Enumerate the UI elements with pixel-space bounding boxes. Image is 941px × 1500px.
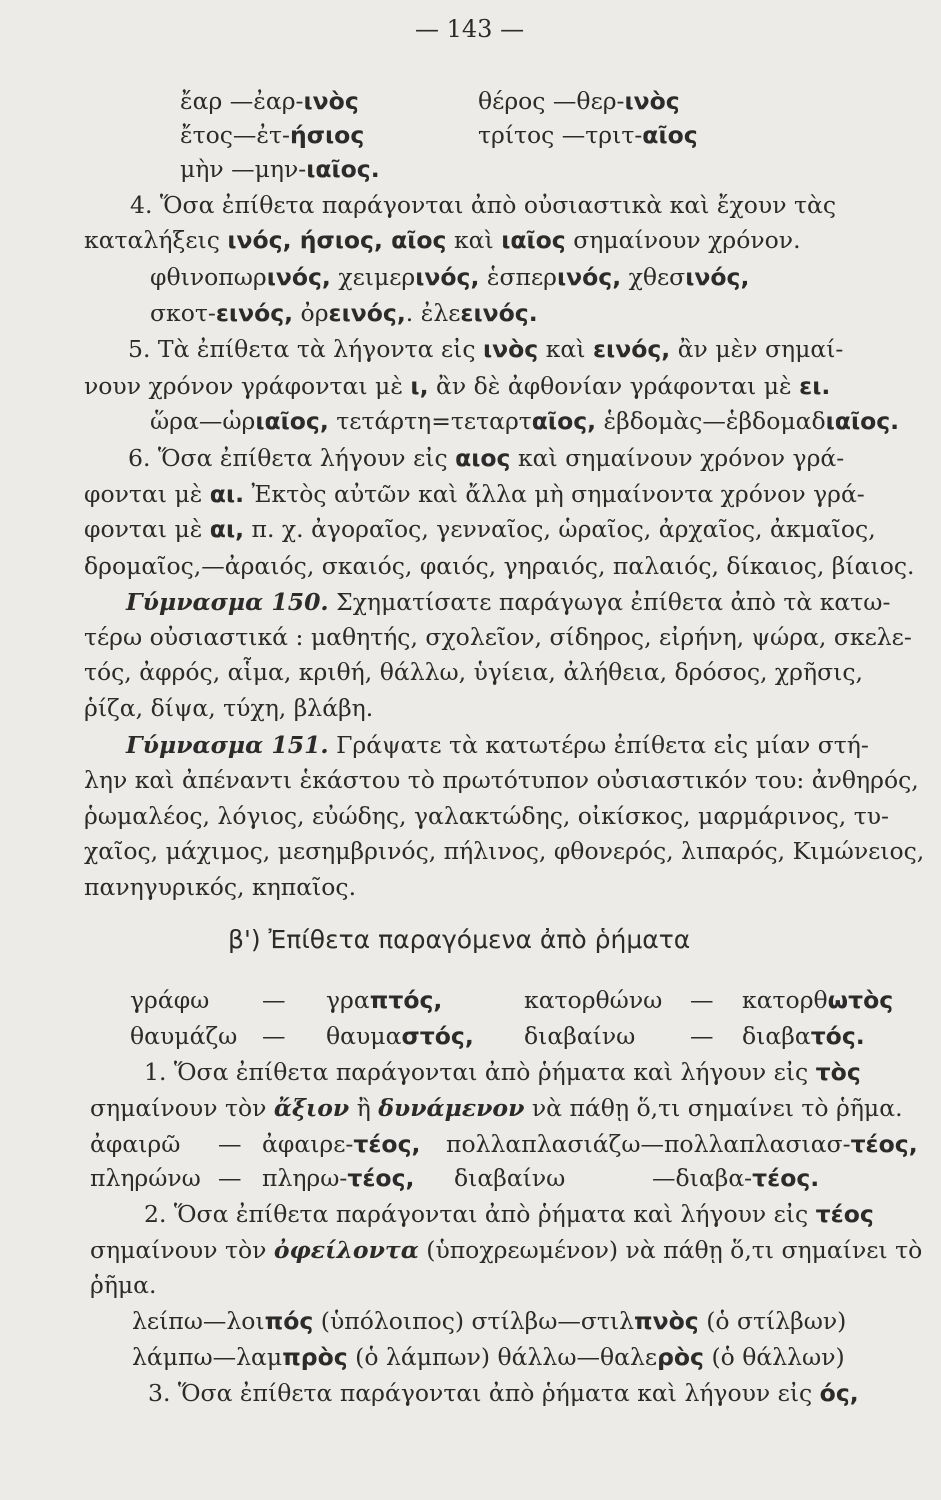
- text-line: ῥῆμα.: [90, 1271, 157, 1299]
- text-line: θαυμάζω: [130, 1022, 238, 1050]
- text-line: θέρος —θερ-ινὸς: [478, 87, 680, 115]
- text-line: 3. Ὅσα ἐπίθετα παράγονται ἀπὸ ῥήματα καὶ λήγουν εἰς ός,: [148, 1379, 859, 1407]
- text-line: —: [690, 1022, 714, 1050]
- text-line: φονται μὲ αι. Ἐκτὸς αὐτῶν καὶ ἄλλα μὴ σημαίνοντα χρόνον γρά-: [84, 480, 865, 508]
- text-line: λάμπω—λαμπρὸς (ὁ λάμπων) θάλλω—θαλερὸς (ὁ θάλλων): [132, 1343, 845, 1371]
- text-line: —: [218, 1130, 242, 1158]
- text-line: κατορθώνω: [524, 986, 663, 1014]
- text-line: ἀφαιρῶ: [90, 1130, 181, 1158]
- text-line: τέρω οὐσιαστικά : μαθητής, σχολεῖον, σίδηρος, εἰρήνη, ψώρα, σκελε-: [84, 623, 912, 651]
- text-line: πανηγυρικός, κηπαῖος.: [84, 873, 357, 901]
- text-line: διαβαίνω: [524, 1022, 636, 1050]
- text-line: Γύμνασμα 150. Σχηματίσατε παράγωγα ἐπίθετα ἀπὸ τὰ κατω-: [126, 588, 891, 616]
- text-line: πολλαπλασιάζω—πολλαπλασιασ-τέος,: [446, 1130, 918, 1158]
- exercise-label: Γύμνασμα 150.: [126, 588, 329, 616]
- text-line: λείπω—λοιπός (ὑπόλοιπος) στίλβω—στιλπνὸς (ὁ στίλβων): [132, 1307, 847, 1335]
- text-line: ῥίζα, δίψα, τύχη, βλάβη.: [84, 694, 374, 722]
- text-line: 5. Τὰ ἐπίθετα τὰ λήγοντα εἰς ινὸς καὶ εινός, ἂν μὲν σημαί-: [128, 335, 844, 363]
- text-line: κατορθωτὸς: [742, 986, 894, 1014]
- text-line: —: [218, 1164, 242, 1192]
- text-line: λην καὶ ἀπέναντι ἑκάστου τὸ πρωτότυπον οὐσιαστικόν του: ἀνθηρός,: [84, 766, 919, 794]
- text-line: Γύμνασμα 151. Γράψατε τὰ κατωτέρω ἐπίθετα εἰς μίαν στή-: [126, 731, 869, 759]
- text-line: τρίτος —τριτ-αῖος: [478, 121, 698, 149]
- text-line: δρομαῖος,—ἀραιός, σκαιός, φαιός, γηραιός, παλαιός, δίκαιος, βίαιος.: [84, 552, 915, 580]
- text-line: ἔτος—ἐτ-ήσιος: [180, 121, 365, 149]
- text-line: 1. Ὅσα ἐπίθετα παράγονται ἀπὸ ῥήματα καὶ λήγουν εἰς τὸς: [144, 1058, 861, 1086]
- text-line: ὥρα—ὡριαῖος, τετάρτη=τεταρταῖος, ἑβδομὰς—ἑβδομαδιαῖος.: [150, 407, 900, 435]
- section-heading: β') Ἐπίθετα παραγόμενα ἀπὸ ῥήματα: [228, 925, 691, 954]
- text-line: μὴν —μην-ιαῖος.: [180, 155, 380, 183]
- text-line: ἀφαιρε-τέος,: [262, 1130, 421, 1158]
- text-line: 4. Ὅσα ἐπίθετα παράγονται ἀπὸ οὐσιαστικὰ καὶ ἔχουν τὰς: [130, 191, 836, 219]
- text-line: φθινοπωρινός, χειμερινός, ἑσπερινός, χθεσινός,: [150, 263, 750, 291]
- text-line: πληρώνω: [90, 1164, 201, 1192]
- text-line: διαβαίνω: [454, 1164, 566, 1192]
- text-line: σημαίνουν τὸν ὀφείλοντα (ὑποχρεωμένον) νὰ πάθῃ ὅ,τι σημαίνει τὸ: [90, 1236, 923, 1264]
- text-line: σημαίνουν τὸν ἄξιον ἢ δυνάμενον νὰ πάθῃ ὅ,τι σημαίνει τὸ ῥῆμα.: [90, 1094, 903, 1122]
- text-line: 6. Ὅσα ἐπίθετα λήγουν εἰς αιος καὶ σημαίνουν χρόνον γρά-: [128, 444, 845, 472]
- text-line: 2. Ὅσα ἐπίθετα παράγονται ἀπὸ ῥήματα καὶ λήγουν εἰς τέος: [144, 1200, 874, 1228]
- text-line: καταλήξεις ινός, ήσιος, αῖος καὶ ιαῖος σημαίνουν χρόνον.: [84, 226, 801, 254]
- text-line: —: [262, 986, 286, 1014]
- text-line: πληρω-τέος,: [262, 1164, 415, 1192]
- text-line: γράφω: [130, 986, 210, 1014]
- text-line: διαβατός.: [742, 1022, 865, 1050]
- exercise-label: Γύμνασμα 151.: [126, 731, 329, 759]
- text-line: τός, ἀφρός, αἷμα, κριθή, θάλλω, ὑγίεια, ἀλήθεια, δρόσος, χρῆσις,: [84, 658, 863, 686]
- text-line: γραπτός,: [326, 986, 443, 1014]
- text-line: ἔαρ —ἐαρ-ινὸς: [180, 87, 359, 115]
- page-number: — 143 —: [415, 15, 525, 43]
- text-line: χαῖος, μάχιμος, μεσημβρινός, πήλινος, φθονερός, λιπαρός, Κιμώνειος,: [84, 837, 925, 865]
- text-line: νουν χρόνον γράφονται μὲ ι, ἂν δὲ ἀφθονίαν γράφονται μὲ ει.: [84, 372, 831, 400]
- text-line: θαυμαστός,: [326, 1022, 474, 1050]
- text-line: —: [690, 986, 714, 1014]
- text-line: —διαβα-τέος.: [652, 1164, 820, 1192]
- text-line: ῥωμαλέος, λόγιος, εὐώδης, γαλακτώδης, οἰκίσκος, μαρμάρινος, τυ-: [84, 802, 889, 830]
- text-line: σκοτ-εινός, ὀρεινός,. ἐλεεινός.: [150, 299, 538, 327]
- text-line: —: [262, 1022, 286, 1050]
- text-line: φονται μὲ αι, π. χ. ἀγοραῖος, γενναῖος, ὡραῖος, ἀρχαῖος, ἀκμαῖος,: [84, 515, 876, 543]
